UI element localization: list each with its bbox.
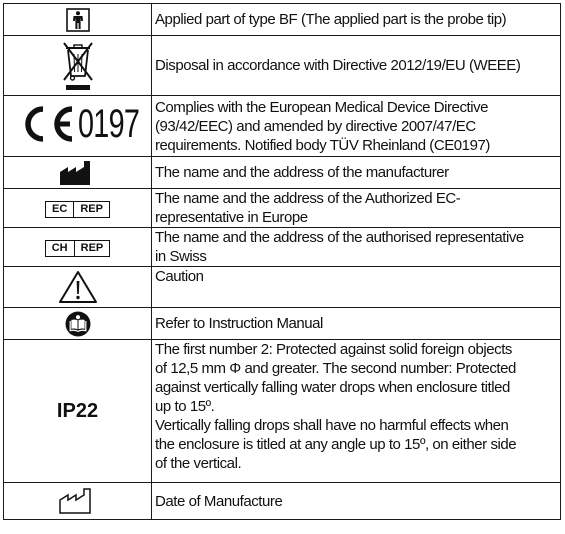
symbols-table	[3, 3, 561, 520]
table-row	[4, 4, 561, 36]
notified-body-number: 0197	[77, 102, 139, 146]
ec-rep-icon	[45, 201, 110, 218]
table-row	[4, 308, 561, 340]
symbol-cell	[4, 4, 152, 36]
ch-rep-icon	[45, 240, 111, 257]
instruction-manual-icon	[65, 311, 91, 337]
symbol-cell	[4, 483, 152, 520]
box-right-label: REP	[74, 241, 110, 256]
symbol-cell	[4, 340, 152, 483]
description: Disposal in accordance with Directive 2012/19/EU (WEEE)	[152, 36, 561, 96]
table-row	[4, 189, 561, 228]
ce-mark-icon	[18, 104, 138, 144]
weee-crossed-bin-icon	[61, 40, 95, 92]
box-left-label: CH	[51, 241, 68, 254]
description: The name and the address of the manufacturer	[152, 157, 561, 189]
description: The first number 2: Protected against solid foreign objects of 12,5 mm Φ and greater. The second number: Protected against vertically falling water drops when enclosure titled up to 15º. Vertically falling drops shall have no harmful effects when the enclosure is titled at any angle up to 15º, on either side of the vertical.	[152, 340, 561, 483]
manufacturer-factory-icon	[59, 160, 97, 186]
box-right-label: REP	[73, 202, 109, 217]
table-row	[4, 96, 561, 157]
symbol-cell	[4, 36, 152, 96]
table-row	[4, 36, 561, 96]
description: Complies with the European Medical Device Directive (93/42/EEC) and amended by directive 2007/47/EC requirements. Notified body TÜV Rheinland (CE0197)	[152, 96, 561, 157]
description: Caution	[152, 267, 561, 308]
description: Date of Manufacture	[152, 483, 561, 520]
symbol-cell	[4, 228, 152, 267]
type-bf-applied-part-icon	[66, 8, 90, 32]
table-row	[4, 157, 561, 189]
symbol-cell	[4, 96, 152, 157]
symbol-cell	[4, 308, 152, 340]
caution-triangle-icon	[58, 270, 98, 304]
box-left-label: EC	[52, 202, 68, 215]
table-row	[4, 340, 561, 483]
ip-rating-label: IP22	[56, 399, 99, 422]
symbol-cell	[4, 157, 152, 189]
ce-logo	[18, 105, 76, 143]
symbol-cell	[4, 267, 152, 308]
description: Refer to Instruction Manual	[152, 308, 561, 340]
table-row	[4, 267, 561, 308]
description: The name and the address of the authorised representative in Swiss	[152, 228, 561, 267]
date-of-manufacture-icon	[59, 488, 97, 514]
symbol-cell	[4, 189, 152, 228]
description: The name and the address of the Authorized EC- representative in Europe	[152, 189, 561, 228]
table-row	[4, 483, 561, 520]
description: Applied part of type BF (The applied part is the probe tip)	[152, 4, 561, 36]
table-row	[4, 228, 561, 267]
